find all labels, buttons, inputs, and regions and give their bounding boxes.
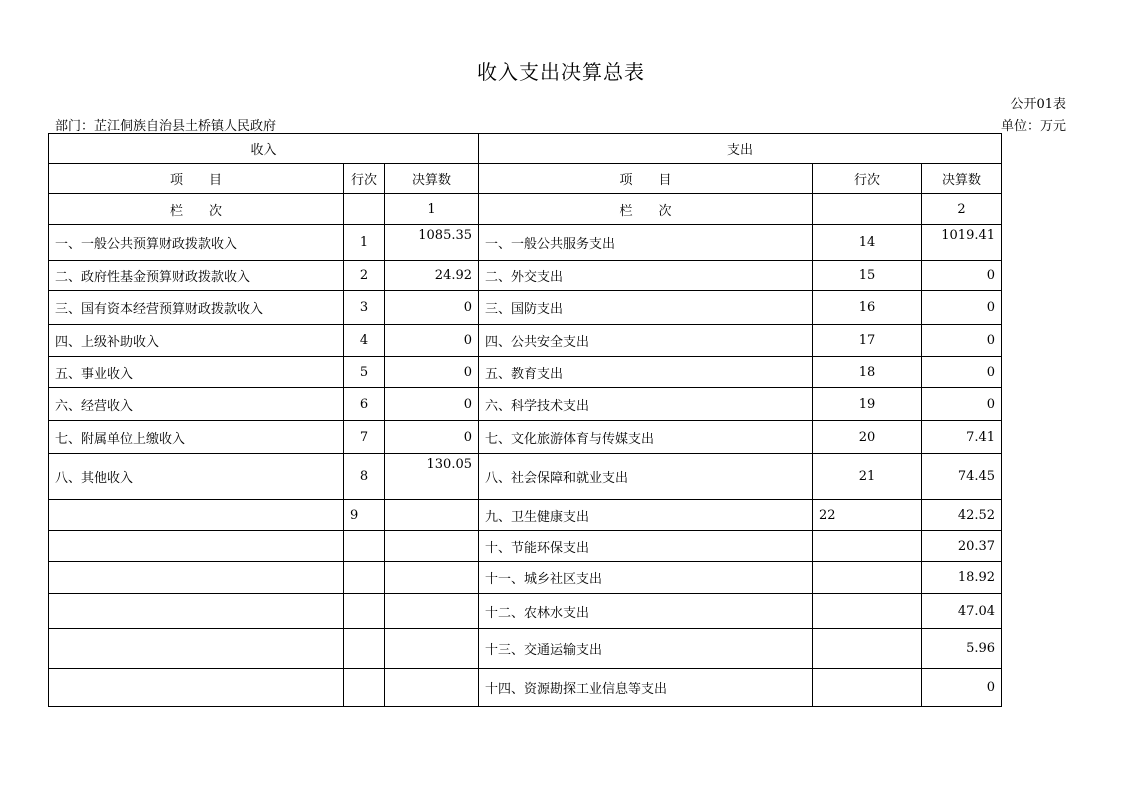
table-row — [49, 291, 1002, 325]
expense-item-cell: 十三、交通运输支出 — [479, 629, 813, 669]
income-section-header: 收入 — [49, 134, 479, 164]
income-amount-cell — [385, 531, 479, 562]
income-line-no-cell: 3 — [344, 291, 385, 325]
expense-item-cell: 十、节能环保支出 — [479, 531, 813, 562]
expense-line-no-cell — [813, 594, 922, 629]
income-item-cell — [49, 531, 344, 562]
table-row — [49, 594, 1002, 629]
expense-column-label: 栏 次 — [479, 194, 813, 225]
income-column-label: 栏 次 — [49, 194, 344, 225]
income-amount-cell: 0 — [385, 357, 479, 388]
income-amount-cell — [385, 562, 479, 594]
column-number-row — [49, 194, 1002, 225]
expense-line-no-cell: 18 — [813, 357, 922, 388]
table-row — [49, 669, 1002, 707]
expense-amount-cell: 0 — [922, 261, 1002, 291]
income-amount-cell: 0 — [385, 421, 479, 454]
table-row — [49, 454, 1002, 500]
expense-line-no-cell: 16 — [813, 291, 922, 325]
income-amount-cell — [385, 594, 479, 629]
income-line-no-cell: 7 — [344, 421, 385, 454]
expense-item-cell: 二、外交支出 — [479, 261, 813, 291]
income-amount-cell: 0 — [385, 291, 479, 325]
expense-item-cell: 一、一般公共服务支出 — [479, 225, 813, 261]
expense-amount-cell: 0 — [922, 291, 1002, 325]
expense-item-header: 项 目 — [479, 164, 813, 194]
income-amount-cell — [385, 500, 479, 531]
income-item-cell — [49, 562, 344, 594]
table-row — [49, 421, 1002, 454]
page-title: 收入支出决算总表 — [477, 60, 645, 84]
expense-line-no-cell: 21 — [813, 454, 922, 500]
income-amount-cell: 1085.35 — [385, 225, 479, 261]
income-line-no-cell: 8 — [344, 454, 385, 500]
expense-line-no-cell: 22 — [813, 500, 922, 531]
income-line-no-cell: 5 — [344, 357, 385, 388]
expense-amount-cell: 7.41 — [922, 421, 1002, 454]
income-amount-header: 决算数 — [385, 164, 479, 194]
income-item-cell: 七、附属单位上缴收入 — [49, 421, 344, 454]
income-column-number: 1 — [385, 194, 479, 225]
expense-amount-cell: 18.92 — [922, 562, 1002, 594]
income-item-cell: 二、政府性基金预算财政拨款收入 — [49, 261, 344, 291]
income-column-blank — [344, 194, 385, 225]
income-expense-table — [48, 133, 1002, 707]
expense-amount-cell: 74.45 — [922, 454, 1002, 500]
income-amount-cell — [385, 669, 479, 707]
table-row — [49, 357, 1002, 388]
expense-column-number: 2 — [922, 194, 1002, 225]
expense-item-cell: 九、卫生健康支出 — [479, 500, 813, 531]
expense-item-cell: 十一、城乡社区支出 — [479, 562, 813, 594]
table-row — [49, 531, 1002, 562]
income-line-no-cell — [344, 629, 385, 669]
income-amount-cell: 0 — [385, 325, 479, 357]
expense-line-no-header: 行次 — [813, 164, 922, 194]
expense-amount-cell: 0 — [922, 669, 1002, 707]
income-item-header: 项 目 — [49, 164, 344, 194]
income-amount-cell: 130.05 — [385, 454, 479, 500]
expense-line-no-cell — [813, 531, 922, 562]
income-item-cell — [49, 500, 344, 531]
expense-amount-cell: 47.04 — [922, 594, 1002, 629]
expense-item-cell: 三、国防支出 — [479, 291, 813, 325]
expense-amount-cell: 0 — [922, 325, 1002, 357]
expense-line-no-cell: 17 — [813, 325, 922, 357]
expense-item-cell: 十二、农林水支出 — [479, 594, 813, 629]
table-row — [49, 261, 1002, 291]
table-body — [49, 225, 1002, 707]
income-line-no-cell: 6 — [344, 388, 385, 421]
expense-amount-cell: 42.52 — [922, 500, 1002, 531]
income-amount-cell: 0 — [385, 388, 479, 421]
expense-amount-cell: 0 — [922, 357, 1002, 388]
table-row — [49, 562, 1002, 594]
expense-amount-cell: 20.37 — [922, 531, 1002, 562]
section-header-row — [49, 134, 1002, 164]
income-line-no-cell: 9 — [344, 500, 385, 531]
expense-line-no-cell: 20 — [813, 421, 922, 454]
expense-item-cell: 七、文化旅游体育与传媒支出 — [479, 421, 813, 454]
expense-amount-header: 决算数 — [922, 164, 1002, 194]
income-amount-cell — [385, 629, 479, 669]
expense-line-no-cell: 19 — [813, 388, 922, 421]
income-item-cell: 六、经营收入 — [49, 388, 344, 421]
expense-amount-cell: 0 — [922, 388, 1002, 421]
income-item-cell — [49, 669, 344, 707]
expense-item-cell: 八、社会保障和就业支出 — [479, 454, 813, 500]
income-line-no-cell — [344, 562, 385, 594]
expense-line-no-cell — [813, 562, 922, 594]
income-amount-cell: 24.92 — [385, 261, 479, 291]
table-row — [49, 388, 1002, 421]
income-line-no-cell: 2 — [344, 261, 385, 291]
income-item-cell: 一、一般公共预算财政拨款收入 — [49, 225, 344, 261]
expense-line-no-cell — [813, 669, 922, 707]
expense-item-cell: 五、教育支出 — [479, 357, 813, 388]
expense-column-blank — [813, 194, 922, 225]
expense-line-no-cell — [813, 629, 922, 669]
income-item-cell: 四、上级补助收入 — [49, 325, 344, 357]
income-item-cell — [49, 629, 344, 669]
income-item-cell: 三、国有资本经营预算财政拨款收入 — [49, 291, 344, 325]
income-line-no-cell — [344, 531, 385, 562]
table-row — [49, 225, 1002, 261]
table-row — [49, 500, 1002, 531]
expense-item-cell: 六、科学技术支出 — [479, 388, 813, 421]
expense-line-no-cell: 14 — [813, 225, 922, 261]
form-code: 公开01表 — [1010, 97, 1066, 112]
income-line-no-cell — [344, 594, 385, 629]
income-line-no-cell: 4 — [344, 325, 385, 357]
unit-label: 单位：万元 — [1000, 119, 1066, 134]
income-line-no-header: 行次 — [344, 164, 385, 194]
income-item-cell: 五、事业收入 — [49, 357, 344, 388]
expense-item-cell: 十四、资源勘探工业信息等支出 — [479, 669, 813, 707]
income-line-no-cell: 1 — [344, 225, 385, 261]
department-label: 部门：芷江侗族自治县土桥镇人民政府 — [55, 119, 277, 134]
income-line-no-cell — [344, 669, 385, 707]
expense-line-no-cell: 15 — [813, 261, 922, 291]
income-item-cell — [49, 594, 344, 629]
expense-item-cell: 四、公共安全支出 — [479, 325, 813, 357]
expense-section-header: 支出 — [479, 134, 1002, 164]
column-header-row — [49, 164, 1002, 194]
table-row — [49, 629, 1002, 669]
income-item-cell: 八、其他收入 — [49, 454, 344, 500]
expense-amount-cell: 5.96 — [922, 629, 1002, 669]
table-row — [49, 325, 1002, 357]
expense-amount-cell: 1019.41 — [922, 225, 1002, 261]
